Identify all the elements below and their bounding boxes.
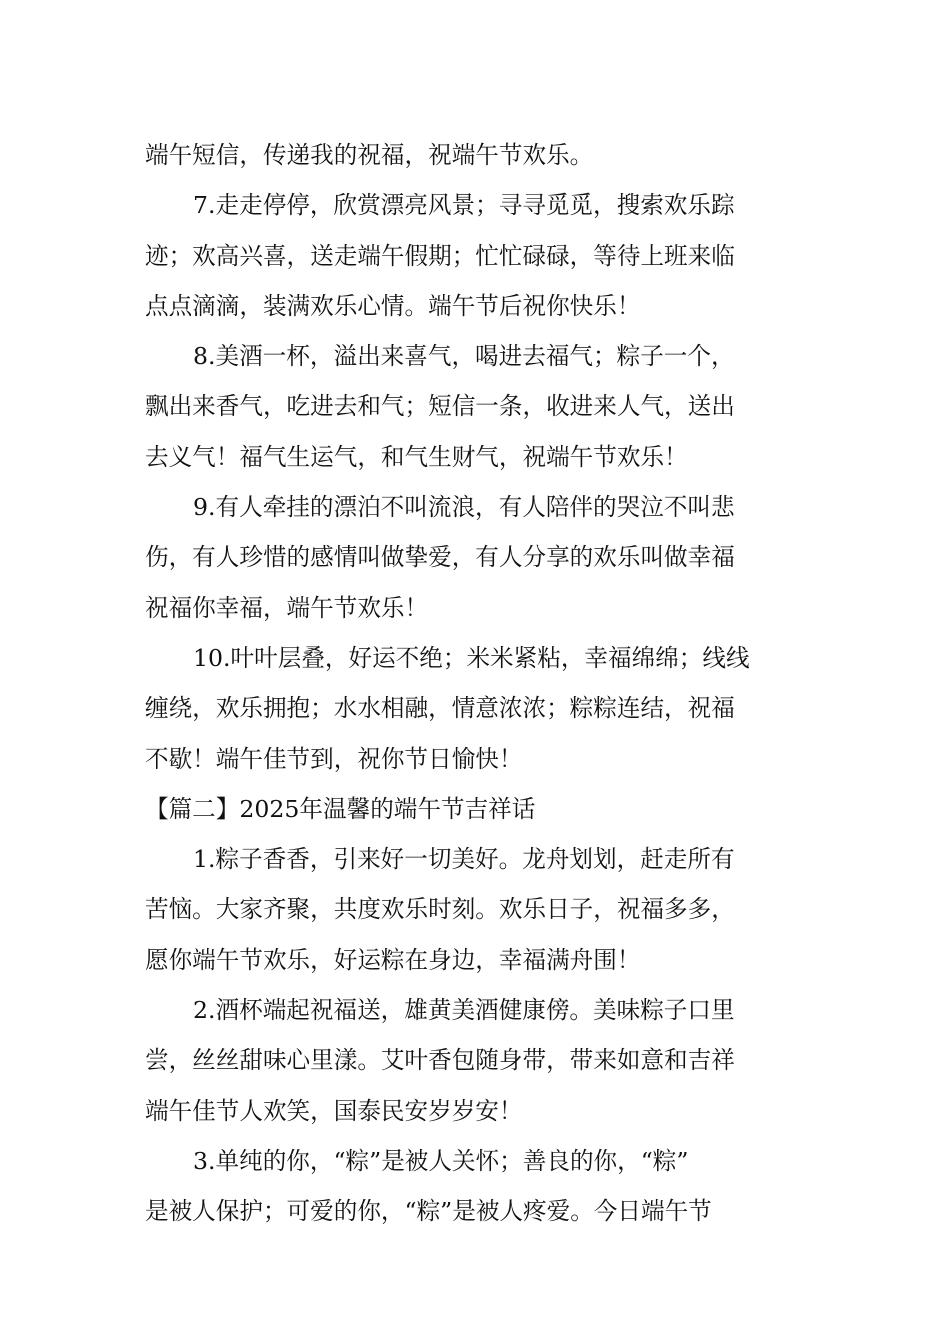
text-line: 3.单纯的你，“粽”是被人关怀；善良的你，“粽” — [193, 1146, 689, 1175]
text-line: 端午佳节人欢笑，国泰民安岁岁安！ — [145, 1096, 523, 1125]
text-line: 愿你端午节欢乐，好运粽在身边，幸福满舟围！ — [145, 945, 641, 974]
text-line: 祝福你幸福，端午节欢乐！ — [145, 593, 429, 622]
text-line: 飘出来香气，吃进去和气；短信一条，收进来人气，送出 — [145, 392, 735, 421]
text-line: 8.美酒一杯，溢出来喜气，喝进去福气；粽子一个， — [193, 342, 735, 371]
text-line: 9.有人牵挂的漂泊不叫流浪，有人陪伴的哭泣不叫悲 — [193, 493, 735, 522]
text-line: 端午短信，传递我的祝福，祝端午节欢乐。 — [145, 141, 594, 169]
text-line: 10.叶叶层叠，好运不绝；米米紧粘，幸福绵绵；线线 — [193, 643, 750, 672]
section-heading: 【篇二】2025年温馨的端午节吉祥话 — [145, 794, 536, 823]
text-line: 7.走走停停，欣赏漂亮风景；寻寻觅觅，搜索欢乐踪 — [193, 191, 735, 220]
text-line: 伤，有人珍惜的感情叫做挚爱，有人分享的欢乐叫做幸福 — [145, 543, 735, 572]
text-line: 迹；欢高兴喜，送走端午假期；忙忙碌碌，等待上班来临 — [145, 241, 735, 270]
text-line: 不歇！端午佳节到，祝你节日愉快！ — [145, 744, 523, 773]
text-line: 缠绕，欢乐拥抱；水水相融，情意浓浓；粽粽连结，祝福 — [145, 694, 735, 723]
text-line: 点点滴滴，装满欢乐心情。端午节后祝你快乐！ — [145, 291, 641, 320]
text-line: 是被人保护；可爱的你，“粽”是被人疼爱。今日端午节 — [145, 1197, 712, 1226]
text-line: 苦恼。大家齐聚，共度欢乐时刻。欢乐日子，祝福多多， — [145, 895, 735, 924]
text-line: 2.酒杯端起祝福送，雄黄美酒健康傍。美味粽子口里 — [193, 996, 735, 1025]
text-line: 尝，丝丝甜味心里漾。艾叶香包随身带，带来如意和吉祥 — [145, 1046, 735, 1075]
text-line: 1.粽子香香，引来好一切美好。龙舟划划，赶走所有 — [193, 845, 735, 874]
text-line: 去义气！福气生运气，和气生财气，祝端午节欢乐！ — [145, 442, 688, 471]
document-body — [145, 130, 805, 1237]
